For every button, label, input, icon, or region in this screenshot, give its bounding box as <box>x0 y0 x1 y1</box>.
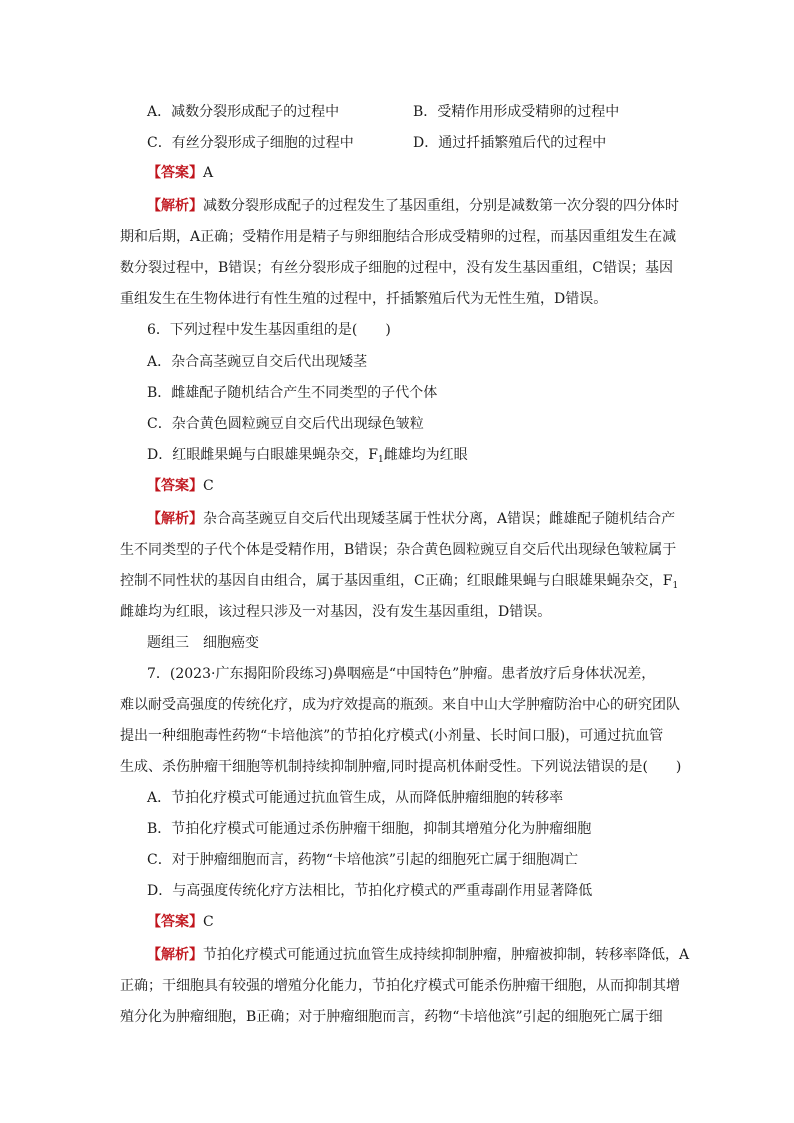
q6-option-c: C．杂合黄色圆粒豌豆自交后代出现绿色皱粒 <box>147 416 424 432</box>
q7-analysis-line: 殖分化为肿瘤细胞，B正确；对于肿瘤细胞而言，药物“卡培他滨”引起的细胞死亡属于细 <box>120 1009 663 1025</box>
q6-option-d <box>147 445 674 470</box>
answer-value: C <box>203 914 214 930</box>
q6-option-a: A．杂合高茎豌豆自交后代出现矮茎 <box>147 354 368 370</box>
q7-option-c: C．对于肿瘤细胞而言，药物“卡培他滨”引起的细胞死亡属于细胞凋亡 <box>147 852 579 868</box>
answer-tag: 【答案】 <box>147 478 203 494</box>
analysis-tag: 【解析】 <box>147 198 203 214</box>
q5-analysis-line: 重组发生在生物体进行有性生殖的过程中，扦插繁殖后代为无性生殖，D错误。 <box>120 291 608 307</box>
q7-stem-line: 难以耐受高强度的传统化疗，成为疗效提高的瓶颈。来自中山大学肿瘤防治中心的研究团队 <box>120 697 680 713</box>
q7-option-b: B．节拍化疗模式可能通过杀伤肿瘤干细胞，抑制其增殖分化为肿瘤细胞 <box>147 821 592 837</box>
q7-stem-line: 7．(2023·广东揭阳阶段练习)鼻咽癌是“中国特色”肿瘤。患者放疗后身体状况差， <box>147 666 656 682</box>
q6-answer <box>147 476 674 496</box>
q7-answer <box>147 912 674 932</box>
answer-tag: 【答案】 <box>147 165 203 181</box>
option-text: 雌雄均为红眼 <box>383 447 468 463</box>
q5-option-c: C．有丝分裂形成子细胞的过程中 <box>147 135 354 151</box>
q5-option-b: B．受精作用形成受精卵的过程中 <box>413 104 620 120</box>
q6-analysis-line: 雌雄均为红眼，该过程只涉及一对基因，没有发生基因重组，D错误。 <box>120 604 552 620</box>
answer-value: A <box>203 165 214 181</box>
q5-analysis-line: 数分裂过程中，B错误；有丝分裂形成子细胞的过程中，没有发生基因重组，C错误；基因 <box>120 260 673 276</box>
q7-analysis-line: 正确；干细胞具有较强的增殖分化能力，节拍化疗模式可能杀伤肿瘤干细胞，从而抑制其增 <box>120 978 680 994</box>
q7-analysis-line <box>147 945 690 965</box>
q6-analysis-line: 生不同类型的子代个体是受精作用，B错误；杂合黄色圆粒豌豆自交后代出现绿色皱粒属于 <box>120 542 677 558</box>
q5-analysis-line: 期和后期，A正确；受精作用是精子与卵细胞结合形成受精卵的过程，而基因重组发生在减 <box>120 229 677 245</box>
option-text: D．红眼雌果蝇与白眼雄果蝇杂交，F <box>147 447 378 463</box>
q5-analysis-line <box>147 196 679 216</box>
analysis-text: 节拍化疗模式可能通过抗血管生成持续抑制肿瘤，肿瘤被抑制，转移率降低，A <box>203 947 690 963</box>
q6-analysis-line <box>147 509 674 529</box>
q5-answer <box>147 163 674 183</box>
q6-stem: 6．下列过程中发生基因重组的是( ) <box>147 322 391 338</box>
q6-analysis-line <box>120 571 679 596</box>
q7-stem-line: 提出一种细胞毒性药物“卡培他滨”的节拍化疗模式(小剂量、长时间口服)，可通过抗血管 <box>120 728 664 744</box>
group-heading: 题组三 细胞癌变 <box>147 635 259 651</box>
analysis-tag: 【解析】 <box>147 511 203 527</box>
q5-option-d: D．通过扦插繁殖后代的过程中 <box>413 135 607 151</box>
analysis-text: 减数分裂形成配子的过程发生了基因重组，分别是减数第一次分裂的四分体时 <box>203 198 679 214</box>
subscript: 1 <box>377 455 384 465</box>
answer-tag: 【答案】 <box>147 914 203 930</box>
q6-option-b: B．雌雄配子随机结合产生不同类型的子代个体 <box>147 385 438 401</box>
q5-option-a: A．减数分裂形成配子的过程中 <box>147 104 340 120</box>
q7-option-a: A．节拍化疗模式可能通过抗血管生成，从而降低肿瘤细胞的转移率 <box>147 790 564 806</box>
subscript: 1 <box>672 581 679 591</box>
q7-option-d: D．与高强度传统化疗方法相比，节拍化疗模式的严重毒副作用显著降低 <box>147 883 593 899</box>
answer-value: C <box>203 478 214 494</box>
analysis-text: 杂合高茎豌豆自交后代出现矮茎属于性状分离，A错误；雌雄配子随机结合产 <box>203 511 676 527</box>
analysis-tag: 【解析】 <box>147 947 203 963</box>
analysis-text: 控制不同性状的基因自由组合，属于基因重组，C正确；红眼雌果蝇与白眼雄果蝇杂交，F <box>120 573 673 589</box>
q7-stem-line: 生成、杀伤肿瘤干细胞等机制持续抑制肿瘤,同时提高机体耐受性。下列说法错误的是( ) <box>120 759 682 775</box>
